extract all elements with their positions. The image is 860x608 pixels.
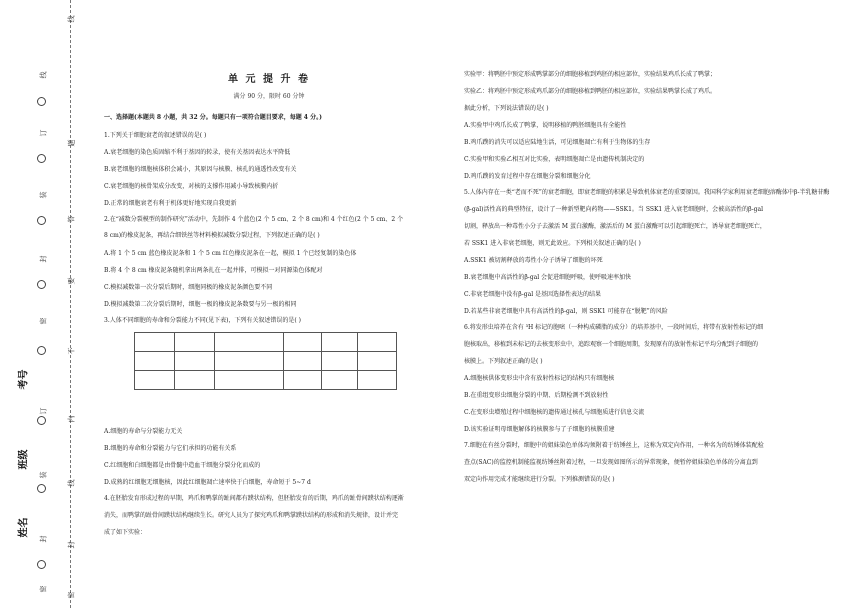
table-header-cell [214,333,283,352]
name-label: 姓名 [18,517,30,538]
q7-stem-line: 7.细胞在有丝分裂时，细胞中的姐妹染色单体均须附着于纺锤丝上，这称为双定向作用，一种名为的纺锤体装配检 [464,442,764,449]
binding-ring [37,216,46,225]
q1-stem: 1.下列关于细胞衰老的叙述错误的是( ) [104,132,207,139]
cell-data-table [134,332,397,390]
class-label: 班级 [18,449,30,470]
load-mark: 装 [39,191,48,199]
line-mark: 线 [67,15,76,23]
table-cell [135,371,175,390]
binding-margin [0,0,52,608]
seal-mark: 封 [67,541,76,549]
q4-option-a: A.实验甲中鸡爪长成了鸭掌，说明移植的鸭胚细胞具有全能性 [464,122,627,129]
dense-mark: 密 [67,591,76,599]
answer-mark: 答 [67,215,76,223]
q6-stem-line: 核膜上。下列叙述正确的是( ) [464,358,543,365]
seal-line [70,0,71,608]
q5-stem-line: 切割，释放出一种毒性小分子去激活 M 蛋白激酶，激活后的 M 蛋白激酶可以引起细胞死亡，诱导衰老细胞死亡， [464,223,766,230]
table-cell [283,371,321,390]
q2-option-c: C.模拟减数第一次分裂后期时，细胞同极的橡皮泥条颜色要不同 [104,284,273,291]
q1-option-c: C.衰老细胞的核骨架成分改变，对核的支撑作用减小导致核膜内折 [104,183,279,190]
table-cell [321,371,357,390]
q4-stem-line: 4.在胚胎发育形成过程的早期，鸡爪和鸭掌的趾间都有蹼状结构，但胚胎发育的后期，鸡爪的趾骨间蹼状结构逐渐 [104,495,404,502]
load-mark: 装 [39,471,48,479]
binding-ring [37,346,46,355]
table-header-cell [283,333,321,352]
exam-title: 单 元 提 升 卷 [228,74,310,85]
not-mark: 不 [67,347,76,355]
q4-stem-line: 消失，而鸭掌的趾骨间蹼状结构继续生长。研究人员为了探究鸡爪和鸭掌蹼状结构的形成和消失规律，设计并完 [104,512,399,519]
q6-option-c: C.在变形虫增殖过程中细胞核的遗传通过核孔与细胞质进行信息交流 [464,409,645,416]
binding-ring [37,416,46,425]
question-mark: 题 [67,139,76,147]
table-row [135,352,397,371]
table-cell [214,352,283,371]
q3-option-a: A.细胞的寿命与分裂能力无关 [104,428,183,435]
order-mark: 订 [39,407,48,415]
table-cell [283,352,321,371]
table-header-cell [321,333,357,352]
q2-stem-line: 2.在“减数分裂模型的制作研究”活动中，先制作 4 个蓝色(2 个 5 cm、2 个 8 cm)和 4 个红色(2 个 5 cm、2 个 [104,216,404,223]
q7-stem-line: 双定向作用完成才能继续进行分裂。下列推测错误的是( ) [464,476,615,483]
binding-ring [37,154,46,163]
q2-option-a: A.将 1 个 5 cm 蓝色橡皮泥条和 1 个 5 cm 红色橡皮泥条在一起，模拟 1 个已经复制的染色体 [104,250,357,257]
table-cell [357,371,396,390]
q4-experiment-a: 实验甲：将鸭胚中预定形成鸭掌部分的细胞移植到鸡胚的相应部位，实验结果鸡爪长成了鸭掌； [464,71,717,78]
q3-option-d: D.成熟的红细胞无细胞核，因此红细胞凋亡速率快于白细胞，寿命短于 5~7 d [104,479,311,486]
q3-stem: 3.人体不同细胞的寿命和分裂能力不同(见下表)，下列有关叙述错误的是( ) [104,317,301,324]
want-mark: 要 [67,277,76,285]
q6-option-b: B.在重组变形虫细胞分裂的中期、后期检测不到放射性 [464,392,609,399]
q5-stem-line: 若 SSK1 进入非衰老细胞，则无此效应。下列相关叙述正确的是( ) [464,240,641,247]
q1-option-d: D.正常的细胞衰老有利于机体更好地实现自我更新 [104,200,237,207]
binding-ring [37,280,46,289]
line-mark: 线 [67,479,76,487]
dense-mark: 密 [39,585,48,593]
q3-option-c: C.红细胞和白细胞都是由骨髓中造血干细胞分裂分化而成的 [104,462,261,469]
table-cell [174,371,214,390]
table-header-row [135,333,397,352]
q4-stem-line: 成了如下实验： [104,529,147,536]
q2-stem-line: 8 cm)的橡皮泥条，再结合细铁丝等材料模拟减数分裂过程，下列叙述正确的是( ) [104,232,320,239]
order-mark: 订 [39,129,48,137]
q6-option-a: A.细胞核供体变形虫中含有放射性标记的结构只有细胞核 [464,375,615,382]
q5-option-c: C.非衰老细胞中没有β-gal 是基因选择性表达的结果 [464,291,602,298]
seal-mark: 封 [39,535,48,543]
table-header-cell [174,333,214,352]
q3-option-b: B.细胞的寿命和分裂能力与它们承担的功能有关系 [104,445,237,452]
section-heading: 一、选择题(本题共 8 小题，共 32 分。每题只有一项符合题目要求，每题 4 分。) [104,114,322,121]
q1-option-b: B.衰老细胞的细胞核体积会减小，其原因与核膜、核孔的通透性改变有关 [104,166,297,173]
table-cell [174,352,214,371]
table-cell [214,371,283,390]
table-cell [321,352,357,371]
q4-stem: 据此分析，下列说法错误的是( ) [464,105,549,112]
q4-experiment-b: 实验乙：将鸡胚中预定形成鸡爪部分的细胞移植到鸭胚的相应部位，实验结果鸭掌长成了鸡爪。 [464,88,717,95]
q5-stem-line: 5.人体内存在一类“老而不死”的衰老细胞，即衰老细胞的积累是导致机体衰老的重要原因。我国科学家利用衰老细胞溶酶体中β-半乳糖苷酶 [464,189,830,196]
dense-mark: 密 [39,317,48,325]
line-mark: 线 [39,71,48,79]
q7-stem-line: 查点(SAC)的监控机制能监视纺锤丝附着过程，一旦发现如图所示的异常现象，便暂停姐妹染色单体的分离直到 [464,459,758,466]
exam-no-label: 考号 [18,369,30,390]
q2-option-d: D.模拟减数第二次分裂后期时，细胞一极的橡皮泥条数要与另一极的相同 [104,301,297,308]
table-header-cell [357,333,396,352]
q4-option-b: B.鸡爪蹼的消失可以适应陆地生活，可见细胞凋亡有利于生物体的生存 [464,139,651,146]
table-header-cell [135,333,175,352]
inside-mark: 内 [67,415,76,423]
q6-stem-line: 胞核取出，移植到未标记的去核变形虫中，追踪观察一个细胞周期，发现原有的放射性标记平均分配到子细胞的 [464,341,759,348]
q2-option-b: B.将 4 个 8 cm 橡皮泥条随机拿出两条扎在一起并排，可模拟一对同源染色体配对 [104,267,323,274]
q1-option-a: A.衰老细胞的染色质固缩不利于基因的转录，使有关基因表达水平降低 [104,149,291,156]
binding-ring [37,560,46,569]
q5-option-a: A.SSK1 被切割释放的毒性小分子诱导了细胞的坏死 [464,257,603,264]
q4-option-d: D.鸡爪蹼的发育过程中存在细胞分裂和细胞分化 [464,173,591,180]
seal-mark: 封 [39,255,48,263]
q5-option-b: B.衰老细胞中高活性的β-gal 会促进细胞呼吸，使呼吸速率加快 [464,274,632,281]
table-cell [135,352,175,371]
q6-stem-line: 6.将发形虫培养在含有 ³H 标记的胞嘧（一种构成磷脂的成分）的培养基中，一段时间后，将带有放射性标记的细 [464,324,764,331]
q4-option-c: C.实验甲和实验乙相互对比实验，表明细胞凋亡是由遗传机制决定的 [464,156,645,163]
q5-option-d: D.若某些非衰老细胞中具有高活性的β-gal，则 SSK1 可能存在“脱靶”的风险 [464,308,668,315]
table-row [135,371,397,390]
binding-ring [37,97,46,106]
exam-subtitle: 满分 90 分，限时 60 分钟 [233,93,305,100]
q6-option-d: D.该实验证明母细胞解体的核膜参与了子细胞的核膜重建 [464,426,615,433]
binding-ring [37,484,46,493]
q5-stem-line: (β-gal)活性高的典型特征，设计了一种新型靶向药物——SSK1。当 SSK1 进入衰老细胞时，会被高活性的β-gal [464,206,763,213]
table-cell [357,352,396,371]
